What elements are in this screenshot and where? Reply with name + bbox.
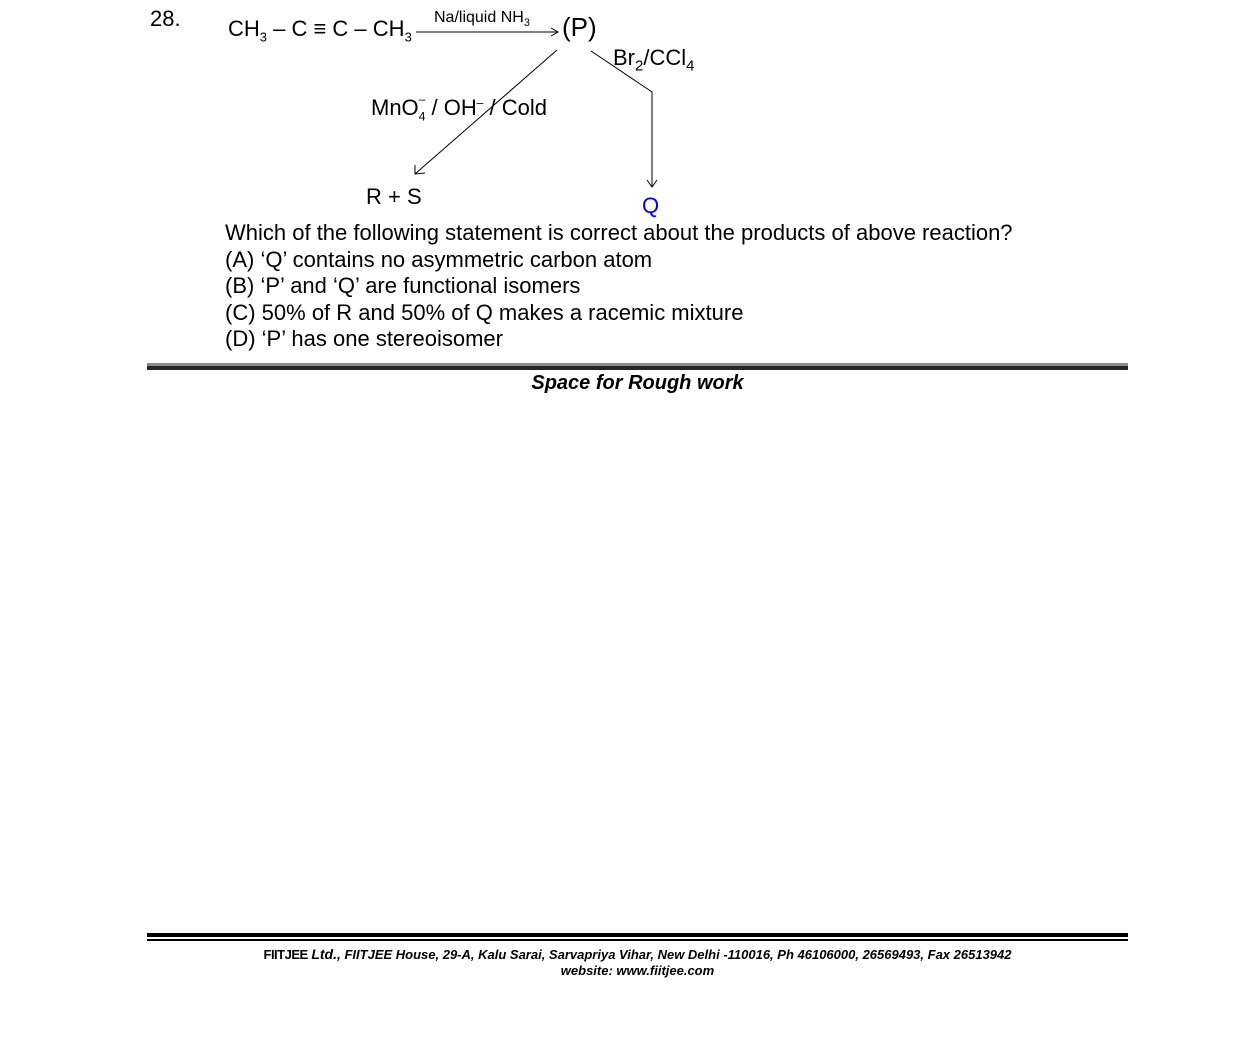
top-divider (147, 363, 1128, 370)
rough-work-label: Space for Rough work (531, 372, 744, 394)
reactant-formula: $CH_3 - C \equiv C - CH_3$ (228, 16, 412, 45)
question-number: 28. (150, 6, 181, 31)
footer-ltd: Ltd., (311, 946, 341, 962)
footer-website: website: www.fiitjee.com (560, 963, 715, 978)
question-block (225, 220, 1013, 353)
footer-address: FIITJEE House, 29-A, Kalu Sarai, Sarvapriya Vihar, New Delhi -110016, Ph 46106000, 26569493, Fax 26513942 (344, 947, 1012, 962)
reagent-bromine: $Br_2/CCl_4$ (613, 45, 695, 75)
reagent-na-nh3: Na/liquid $NH_3$ (434, 9, 530, 30)
footer-divider-thick (147, 933, 1128, 937)
footer (0, 946, 1238, 978)
product-r-s: R + S (366, 184, 422, 209)
question-text: Which of the following statement is correct about the products of above reaction? (225, 220, 1013, 245)
arrow-permanganate (415, 50, 557, 174)
footer-address-line (0, 946, 1238, 962)
option-d: (D) ‘P’ has one stereoisomer (225, 326, 503, 351)
product-p: (P) (562, 12, 597, 42)
option-b: (B) ‘P’ and ‘Q’ are functional isomers (225, 273, 581, 298)
product-q: Q (642, 193, 660, 218)
arrow-bromine (591, 51, 652, 187)
option-a: (A) ‘Q’ contains no asymmetric carbon atom (225, 246, 653, 272)
reagent-permanganate: MnO$_4$ – / OH– / Cold (371, 92, 547, 124)
footer-divider-thin (147, 939, 1128, 941)
footer-brand: FIITJEE (263, 947, 308, 962)
option-c: (C) 50% of R and 50% of Q makes a racemic mixture (225, 299, 744, 325)
